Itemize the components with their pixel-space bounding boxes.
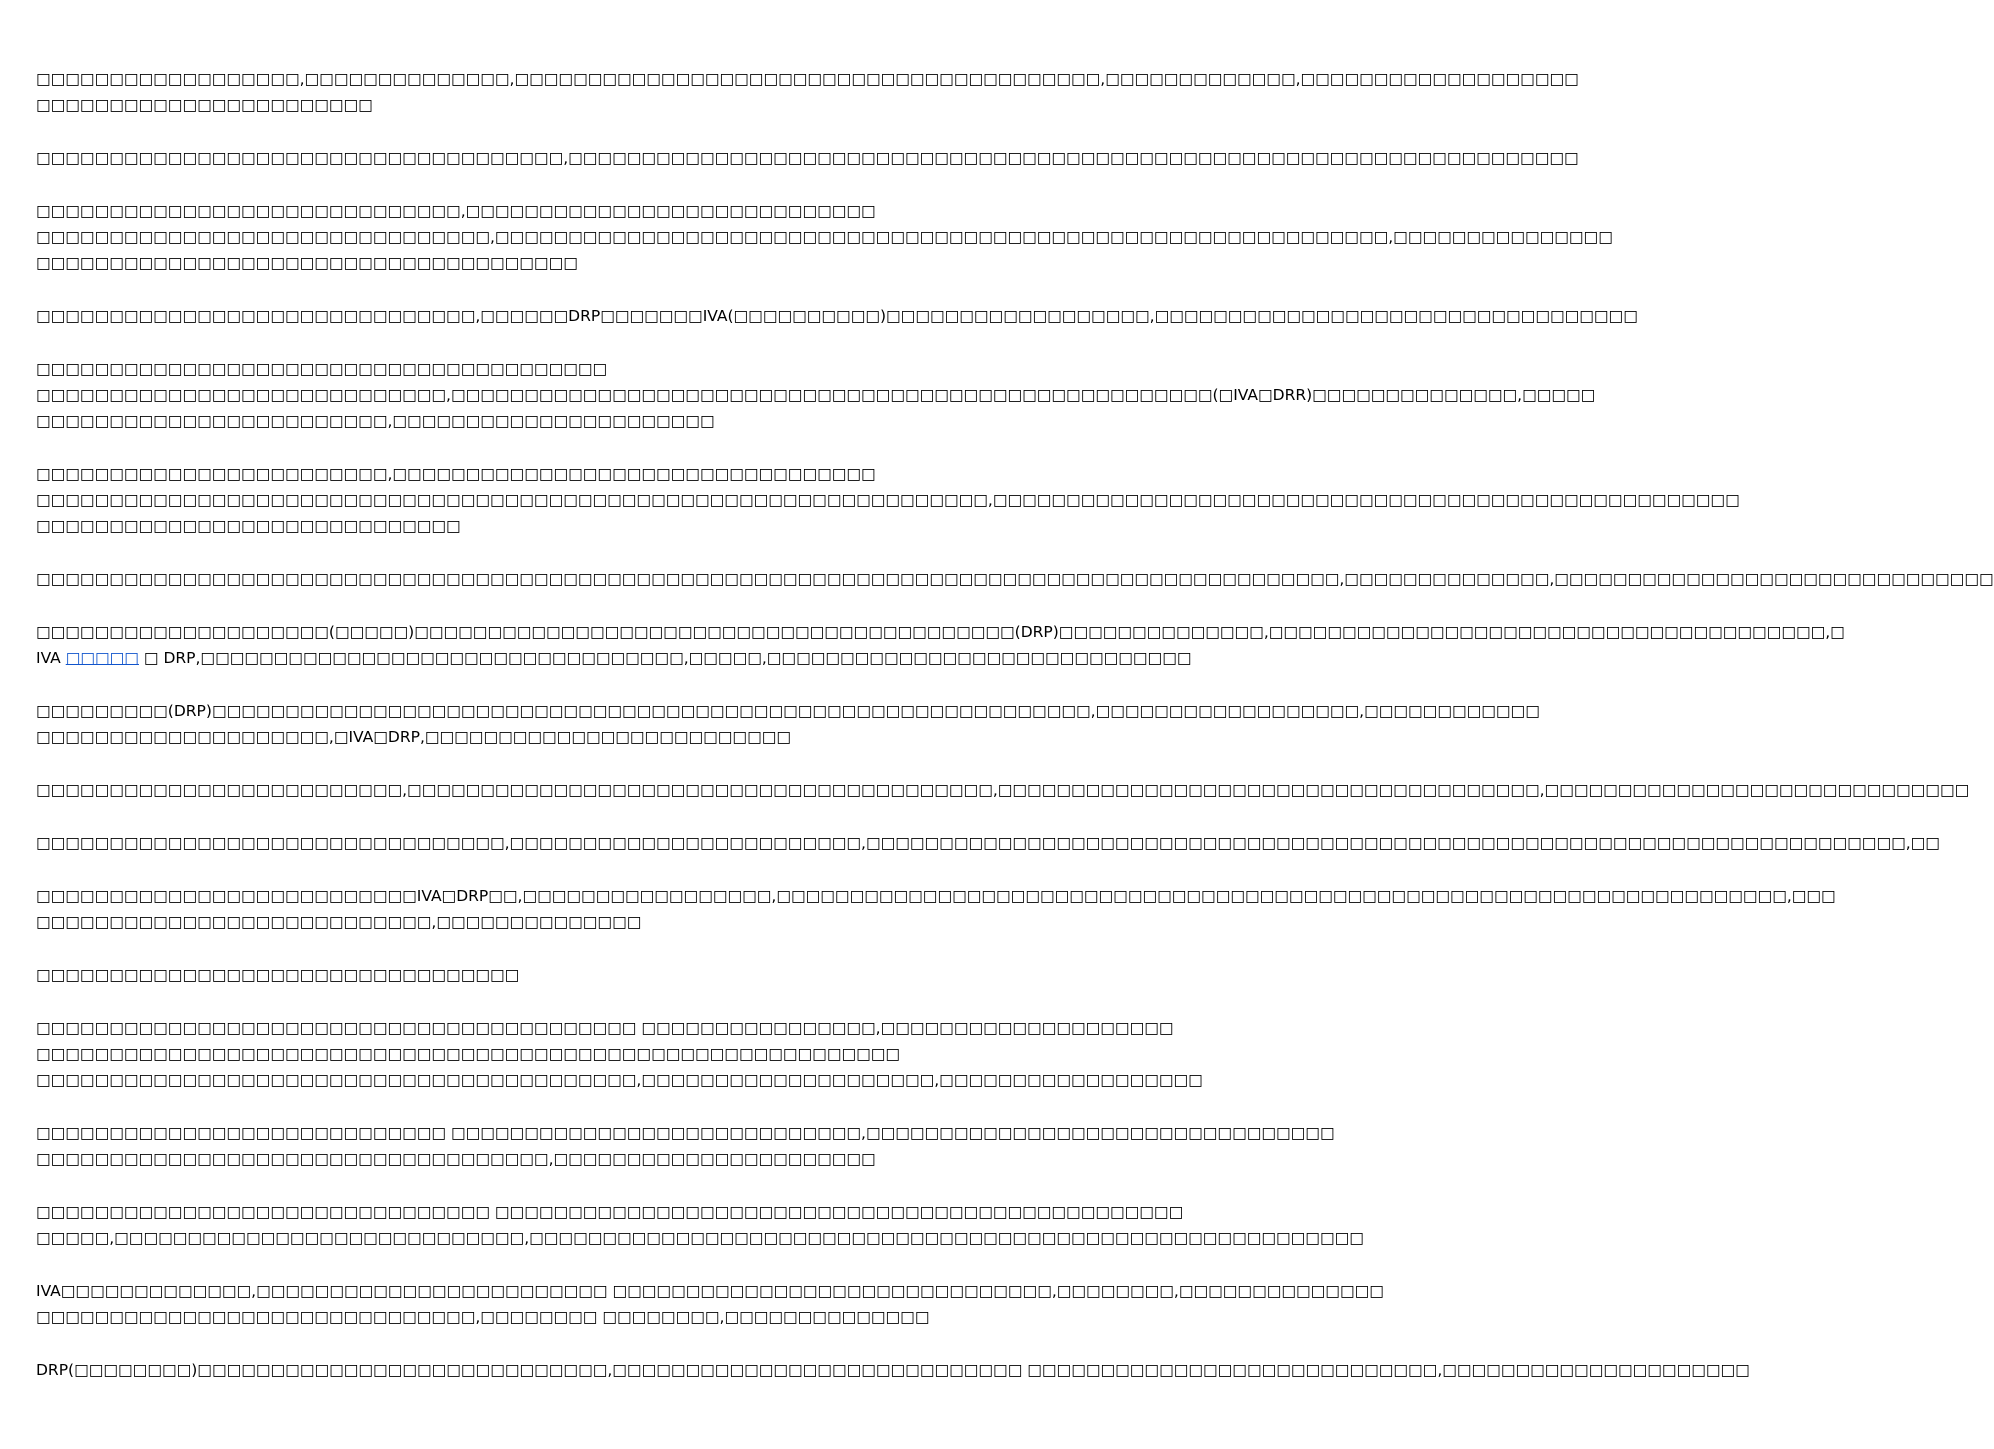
text-line: □□□□□□□□□□□□□□□□□□□□□□□□,□□□□□□□□□□□□□□□□□□□□□□□□□□□□□□□□□	[36, 465, 876, 483]
text-line: □□□□□□□□□□□□□□□□□□□□□□□□□□□□□□□□□□□□□□□□□,□□□□□□□□□□□□□□□□□□□□,□□□□□□□□□□□□□□□□□□	[36, 1071, 1203, 1089]
text-line: □□□□□□□□□□□□□□□□□□□□□□□□□□□□□,□□□□□□□□□□□□□□□□□□□□□□□□□□□□	[36, 202, 876, 220]
text-line: □□□□□□□□□□□□□□□□□□□□□□□□□□□□□□,□□□□□□DRP□□□□□□□IVA(□□□□□□□□□□)□□□□□□□□□□□□□□□□□□,□□□□□□□□□□□□□□□□□□□□□□□□□□□□□□□□□	[36, 307, 1638, 325]
text-line: □□□□□□□□□□□□□□□□□□□□□□□□□□□□□	[36, 517, 461, 535]
text-line: □□□□□□□□□□□□□□□□□□□□□□□□□□□□□□□□□□□□□□□	[36, 360, 608, 378]
paragraph-8	[36, 619, 1845, 671]
paragraph-2	[36, 145, 1579, 171]
text-line: □□□□□□□□□□□□□□□□□□,□□□□□□□□□□□□□□,□□□□□□□□□□□□□□□□□□□□□□□□□□□□□□□□□□□□□□□□,□□□□□□□□□□□□□,□□□□□□□□□□□□□□□□□□□	[36, 70, 1579, 88]
text-line: □□□□□□□□□□□□□□□□□□□□□□□	[36, 96, 373, 114]
text-line: □□□□□□□□□□□□□□□□□□□□□□□□□□□□□□□□□□□□□□□□□□□□□□□□□□□□□□□□□□□	[36, 1045, 901, 1063]
text-line: □□□□□□□□□□□□□□□□□□□□□□□□□□□□□□□□□□□□□□□□□□□□□□□□□□□□□□□□□□□□□□□□□□□□□□□□□□□□□□□□□□□□□□□□□,□□□□□□□□□□□□□□,□□□□□□□□□□□□□□□□□□□□□□□□□□□□□□	[36, 570, 1994, 588]
paragraph-15	[36, 1120, 1335, 1172]
paragraph-12	[36, 883, 1836, 935]
paragraph-11	[36, 830, 1940, 856]
text-line: □□□□□□□□□□□□□□□□□□□□□□□□□□□□□□□□□□□□□□□□□□□□□□□□□□□□□□□□□□□□□□□□□,□□□□□□□□□□□□□□□□□□□□□□□□□□□□□□□□□□□□□□□□□□□□□□□□□□□	[36, 491, 1740, 509]
text-line: □□□□□□□□□□□□□□□□□□□□□□□□□□□□□□,□□□□□□□□ □□□□□□□□,□□□□□□□□□□□□□□	[36, 1308, 930, 1326]
paragraph-18	[36, 1357, 1750, 1383]
paragraph-3	[36, 198, 1613, 276]
text-line: □□□□□□□□□□□□□□□□□□□□□□□□□□□□□□□□□□□□□□□□□ □□□□□□□□□□□□□□□□,□□□□□□□□□□□□□□□□□□□□	[36, 1019, 1174, 1037]
paragraph-10	[36, 777, 1970, 803]
text-line: □□□□□□□□□□□□□□□□□□□□□□□□□□□□ □□□□□□□□□□□□□□□□□□□□□□□□□□□□,□□□□□□□□□□□□□□□□□□□□□□□□□□□□□□□□	[36, 1124, 1335, 1142]
line-suffix: □ DRP,□□□□□□□□□□□□□□□□□□□□□□□□□□□□□□□□□,□□□□□,□□□□□□□□□□□□□□□□□□□□□□□□□□□□□	[138, 649, 1192, 667]
text-line: □□□□□□□□□□□□□□□□□□□□□□□□□□□□□□□□□□□□□	[36, 254, 578, 272]
paragraph-16	[36, 1199, 1364, 1251]
text-line: □□□□□,□□□□□□□□□□□□□□□□□□□□□□□□□□□□,□□□□□□□□□□□□□□□□□□□□□□□□□□□□□□□□□□□□□□□□□□□□□□□□□□□□□□□□□	[36, 1229, 1364, 1247]
paragraph-13	[36, 962, 990, 988]
text-line: IVA□□□□□□□□□□□□□,□□□□□□□□□□□□□□□□□□□□□□□□ □□□□□□□□□□□□□□□□□□□□□□□□□□□□□□,□□□□□□□□,□□□□□□□□□□□□□□	[36, 1282, 1384, 1300]
inline-link[interactable]: □□□□□	[65, 649, 139, 667]
text-line: □□□□□□□□□□□□□□□□□□□□□□□□□□□□,□□□□□□□□□□□□□□□□□□□□□□□□□□□□□□□□□□□□□□□□□□□□□□□□□□□□(□IVA□DRR)□□□□□□□□□□□□□□,□□□□□	[36, 386, 1596, 404]
paragraph-14	[36, 1015, 1203, 1093]
text-line: □□□□□□□□□□□□□□□□□□□□□□□□□□□□□□□ □□□□□□□□□□□□□□□□□□□□□□□□□□□□□□□□□□□□□□□□□□□□□□□	[36, 1203, 1184, 1221]
paragraph-6	[36, 461, 1740, 539]
paragraph-4	[36, 303, 1638, 329]
line-prefix: IVA	[36, 649, 66, 667]
paragraph-9	[36, 698, 1540, 750]
paragraph-7	[36, 566, 1994, 592]
text-line: □□□□□□□□□□□□□□□□□□□□,□IVA□DRP,□□□□□□□□□□□□□□□□□□□□□□□□□	[36, 728, 791, 746]
text-line: □□□□□□□□□□□□□□□□□□□□□□□□□,□□□□□□□□□□□□□□□□□□□□□□□□□□□□□□□□□□□□□□□□,□□□□□□□□□□□□□□□□□□□□□□□□□□□□□□□□□□□□□,□□□□□□□□□□□□□□□□□□□□□□□□□□□□□	[36, 781, 1970, 799]
paragraph-5	[36, 356, 1596, 434]
text-line: □□□□□□□□□□□□□□□□□□□□□□□□□□IVA□DRP□□,□□□□□□□□□□□□□□□□□,□□□□□□□□□□□□□□□□□□□□□□□□□□□□□□□□□□□□□□□□□□□□□□□□□□□□□□□□□□□□□□□□□□□□□,□□□	[36, 887, 1836, 905]
text-line: □□□□□□□□□□□□□□□□□□□□(□□□□□)□□□□□□□□□□□□□□□□□□□□□□□□□□□□□□□□□□□□□□□□□(DRP)□□□□□□□□□□□□□□,□□□□□□□□□□□□□□□□□□□□□□□□□□□□□□□□□□□□□□,□	[36, 623, 1845, 641]
text-line: □□□□□□□□□(DRP)□□□□□□□□□□□□□□□□□□□□□□□□□□□□□□□□□□□□□□□□□□□□□□□□□□□□□□□□□□□□,□□□□□□□□□□□□□□□□□□,□□□□□□□□□□□□	[36, 702, 1540, 720]
text-line: □□□□□□□□□□□□□□□□□□□□□□□□□□□,□□□□□□□□□□□□□□	[36, 913, 642, 931]
document-body	[36, 66, 1994, 1410]
text-line-with-link	[36, 645, 1192, 671]
text-line: □□□□□□□□□□□□□□□□□□□□□□□□□□□□□□□□□	[36, 966, 520, 984]
text-line: □□□□□□□□□□□□□□□□□□□□□□□□□□□□□□□□□□□□,□□□□□□□□□□□□□□□□□□□□□□□□□□□□□□□□□□□□□□□□□□□□□□□□□□□□□□□□□□□□□□□□□□□□□	[36, 149, 1579, 167]
paragraph-17	[36, 1278, 1384, 1330]
text-line: □□□□□□□□□□□□□□□□□□□□□□□□,□□□□□□□□□□□□□□□□□□□□□□	[36, 412, 715, 430]
paragraph-1	[36, 66, 1579, 118]
text-line: □□□□□□□□□□□□□□□□□□□□□□□□□□□□□□□□□□□,□□□□□□□□□□□□□□□□□□□□□□	[36, 1150, 876, 1168]
text-line: DRP(□□□□□□□□)□□□□□□□□□□□□□□□□□□□□□□□□□□□□,□□□□□□□□□□□□□□□□□□□□□□□□□□□□ □□□□□□□□□□□□□□□□□□□□□□□□□□□□,□□□□□□□□□□□□□□□□□□□□□	[36, 1361, 1750, 1379]
text-line: □□□□□□□□□□□□□□□□□□□□□□□□□□□□□□□,□□□□□□□□□□□□□□□□□□□□□□□□□□□□□□□□□□□□□□□□□□□□□□□□□□□□□□□□□□□□□,□□□□□□□□□□□□□□□	[36, 228, 1613, 246]
text-line: □□□□□□□□□□□□□□□□□□□□□□□□□□□□□□□□,□□□□□□□□□□□□□□□□□□□□□□□□,□□□□□□□□□□□□□□□□□□□□□□□□□□□□□□□□□□□□□□□□□□□□□□□□□□□□□□□□□□□□□□□□□□□□□□□,□□	[36, 834, 1940, 852]
